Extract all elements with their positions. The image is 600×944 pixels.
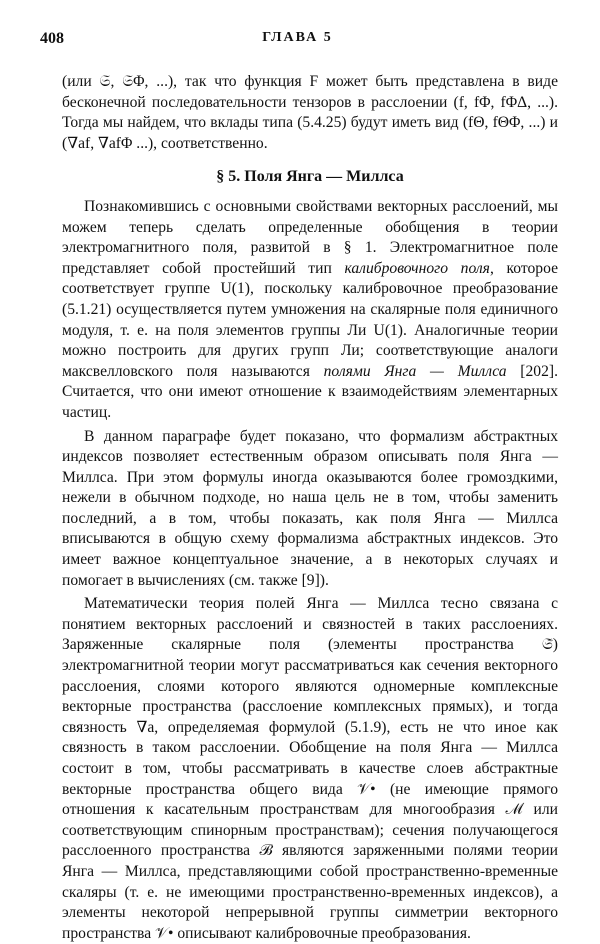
- paragraph-text: , которое соответствует группе U(1), поскольку калибровочное преобразование (5.1.21) осуществляется путем умножения на скалярные поля единичного модуля, т. е. на поля элементов группы Ли U(1). Аналогичные теории можно построить для других групп Ли; соответствующие аналоги максвелловского поля называются: [62, 259, 558, 380]
- section-heading: § 5. Поля Янга — Миллса: [216, 168, 404, 186]
- paragraph-text: Познакомившись с основными свойствами векторных расслоений, мы можем теперь сделать определенные обобщения в теории электромагнитного поля, развитой в § 1. Электромагнитное поле представляет собой простейший тип: [62, 197, 558, 277]
- paragraph-mathematics: Математически теория полей Янга — Миллса тесно связана с понятием векторных расслоений и связностей в таких расслоениях. Заряженные скалярные поля (элементы пространства 𝔖̃) электромагнитной теории могут рассматриваться как сечения векторного расслоения, слоями которого являются одномерные комплексные векторные пространства (расслоение комплексных прямых), и тогда связность ∇a, определяемая формулой (5.1.9), есть не что иное как связность в таком расслоении. Обобщение на поля Янга — Миллса состоит в том, чтобы рассматривать в качестве слоев абстрактные векторные пространства общего вида 𝒱• (не имеющие прямого отношения к касательным пространствам для многообразия ℳ или соответствующим спинорным пространствам); сечения получающегося расслоенного пространства ℬ являются заряженными полями теории Янга — Миллса, представляющими собой пространственно-временные скаляры (т. е. не имеющими пространственно-временных индексов), а элементы некоторой непрерывной группы симметрии векторного пространства 𝒱• описывают калибровочные преобразования.: [62, 595, 558, 942]
- page-header: [40, 30, 555, 54]
- paragraph-intro: [62, 197, 558, 424]
- continued-paragraph: (или 𝔖, 𝔖Φ, ...), так что функция F может быть представлена в виде бесконечной последовательности тензоров в расслоении (f, fΦ, fΦΔ, ...). Тогда мы найдем, что вклады типа (5.4.25) будут иметь вид (fΘ, fΘΦ, ...) и (∇af, ∇afΦ ...), соответственно.: [62, 73, 558, 152]
- page-number: 408: [40, 30, 64, 47]
- term-gauge-field: калибровочного поля: [344, 259, 490, 277]
- paragraph-text: [202]. Считается, что они имеют отношение к взаимодействиям элементарных частиц.: [62, 362, 558, 421]
- term-yang-mills-fields: полями Янга — Миллса: [323, 362, 507, 380]
- body-text: [62, 72, 558, 944]
- chapter-title: ГЛАВА 5: [262, 30, 333, 45]
- paragraph-formalism: В данном параграфе будет показано, что формализм абстрактных индексов позволяет естественным образом описывать поля Янга — Миллса. При этом формулы иногда оказываются более громоздкими, нежели в обычном подходе, но наша цель не в том, чтобы заменить последний, а в том, чтобы показать, как поля Янга — Миллса вписываются в общую схему формализма абстрактных индексов. Это имеет важное концептуальное значение, а в некоторых случаях и помогает в вычислениях (см. также [9]).: [62, 427, 558, 589]
